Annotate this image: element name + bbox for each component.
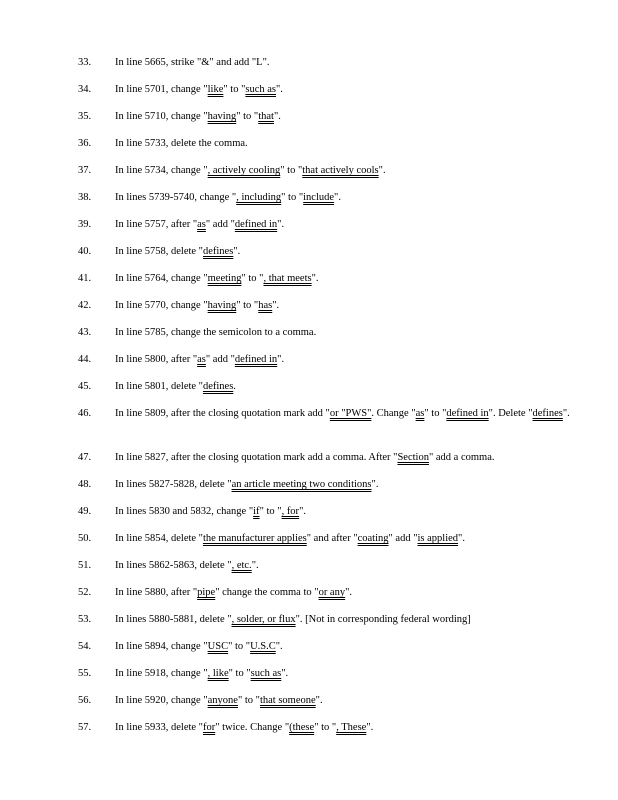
underlined-text: , These xyxy=(336,722,367,733)
item-text xyxy=(115,110,585,124)
underlined-text: , that meets xyxy=(263,273,312,284)
underlined-text: or "PWS" xyxy=(329,408,372,419)
text-segment: In line 5710, change " xyxy=(115,111,208,122)
text-segment: ". xyxy=(315,695,323,706)
item-text xyxy=(115,272,585,286)
underlined-text: , solder, or flux xyxy=(231,614,296,625)
underlined-text: defined in xyxy=(234,219,278,230)
item-number: 56. xyxy=(78,695,92,706)
item-text xyxy=(115,326,585,340)
item-text xyxy=(115,586,585,600)
item-number: 52. xyxy=(78,587,92,598)
text-segment: " to " xyxy=(314,722,337,733)
text-segment: " change the comma to " xyxy=(215,587,319,598)
text-segment: In lines 5880-5881, delete " xyxy=(115,614,232,625)
underlined-text: defined in xyxy=(234,354,278,365)
underlined-text: having xyxy=(207,111,237,122)
underlined-text: pipe xyxy=(197,587,216,598)
underlined-text: defines xyxy=(532,408,563,419)
underlined-text: has xyxy=(258,300,273,311)
text-segment: In line 5894, change " xyxy=(115,641,208,652)
item-text xyxy=(115,137,585,151)
text-segment: In line 5933, delete " xyxy=(115,722,203,733)
text-segment: " add " xyxy=(388,533,418,544)
underlined-text: as xyxy=(197,354,206,365)
item-text xyxy=(115,299,585,313)
text-segment: ". xyxy=(299,506,306,517)
text-segment: In line 5854, delete " xyxy=(115,533,203,544)
item-number: 57. xyxy=(78,722,92,733)
underlined-text: an article meeting two conditions xyxy=(231,479,372,490)
text-segment: In lines 5830 and 5832, change " xyxy=(115,506,254,517)
item-number: 41. xyxy=(78,273,92,284)
text-segment: In line 5770, change " xyxy=(115,300,208,311)
item-number: 50. xyxy=(78,533,92,544)
item-number: 51. xyxy=(78,560,92,571)
text-segment: In line 5918, change " xyxy=(115,668,208,679)
text-segment: " to " xyxy=(424,408,447,419)
text-segment: " twice. Change " xyxy=(215,722,290,733)
item-text xyxy=(115,640,585,654)
text-segment: In line 5800, after " xyxy=(115,354,198,365)
item-number: 40. xyxy=(78,246,92,257)
underlined-text: , including xyxy=(236,192,282,203)
underlined-text: include xyxy=(303,192,335,203)
underlined-text: U.S.C xyxy=(250,641,276,652)
underlined-text: or any xyxy=(318,587,346,598)
underlined-text: coating xyxy=(357,533,389,544)
item-number: 48. xyxy=(78,479,92,490)
item-text xyxy=(115,83,585,97)
text-segment: ". xyxy=(378,165,386,176)
underlined-text: Section xyxy=(397,452,429,463)
underlined-text: , like xyxy=(207,668,229,679)
item-number: 33. xyxy=(78,57,92,68)
item-text xyxy=(115,505,585,519)
item-text xyxy=(115,478,585,492)
underlined-text: defines xyxy=(202,246,234,257)
text-segment: ". xyxy=(281,668,289,679)
text-segment: " add a comma. xyxy=(428,452,495,463)
underlined-text: , etc. xyxy=(231,560,252,571)
text-segment: In lines 5827-5828, delete " xyxy=(115,479,232,490)
underlined-text: is applied xyxy=(417,533,459,544)
text-segment: In line 5734, change " xyxy=(115,165,208,176)
item-text xyxy=(115,218,585,232)
underlined-text: that xyxy=(258,111,274,122)
text-segment: " to " xyxy=(236,300,259,311)
text-segment: In line 5733, delete the comma. xyxy=(115,138,248,149)
item-text xyxy=(115,451,585,465)
text-segment: ". xyxy=(458,533,465,544)
underlined-text: meeting xyxy=(207,273,242,284)
underlined-text: having xyxy=(207,300,237,311)
item-text xyxy=(115,559,585,573)
underlined-text: as xyxy=(415,408,425,419)
text-segment: In line 5665, strike "&" and add "L". xyxy=(115,57,270,68)
item-number: 36. xyxy=(78,138,92,149)
underlined-text: defines xyxy=(202,381,234,392)
text-segment: In line 5764, change " xyxy=(115,273,208,284)
item-number: 38. xyxy=(78,192,92,203)
item-text xyxy=(115,245,585,259)
text-segment: " and after " xyxy=(306,533,358,544)
item-number: 44. xyxy=(78,354,92,365)
item-text xyxy=(115,56,585,70)
text-segment: " to " xyxy=(236,111,259,122)
text-segment: In line 5758, delete " xyxy=(115,246,203,257)
text-segment: . Change " xyxy=(371,408,416,419)
item-number: 34. xyxy=(78,84,92,95)
item-text xyxy=(115,694,585,708)
item-number: 53. xyxy=(78,614,92,625)
text-segment: ". xyxy=(345,587,353,598)
text-segment: " to " xyxy=(241,273,264,284)
item-text xyxy=(115,164,585,178)
underlined-text: anyone xyxy=(207,695,238,706)
text-segment: " to " xyxy=(281,192,304,203)
item-text xyxy=(115,667,585,681)
text-segment: ". xyxy=(277,219,285,230)
text-segment: " to " xyxy=(280,165,303,176)
text-segment: ". xyxy=(272,300,280,311)
item-number: 42. xyxy=(78,300,92,311)
item-number: 49. xyxy=(78,506,92,517)
text-segment: " to " xyxy=(223,84,246,95)
underlined-text: that someone xyxy=(259,695,316,706)
item-number: 46. xyxy=(78,408,92,419)
item-number: 37. xyxy=(78,165,92,176)
underlined-text: defined in xyxy=(446,408,489,419)
text-segment: ". Delete " xyxy=(488,408,533,419)
underlined-text: such as xyxy=(245,84,277,95)
text-segment: " to " xyxy=(237,695,260,706)
item-text xyxy=(115,380,585,394)
text-segment: In line 5757, after " xyxy=(115,219,198,230)
item-number: 35. xyxy=(78,111,92,122)
text-segment: ". xyxy=(275,641,283,652)
item-number: 39. xyxy=(78,219,92,230)
text-segment: In lines 5862-5863, delete " xyxy=(115,560,232,571)
underlined-text: (these xyxy=(289,722,315,733)
item-text xyxy=(115,721,585,735)
text-segment: ". xyxy=(251,560,259,571)
item-text xyxy=(115,191,585,205)
text-segment: In lines 5739-5740, change " xyxy=(115,192,237,203)
text-segment: ". xyxy=(311,273,319,284)
text-segment: ". xyxy=(366,722,374,733)
item-number: 55. xyxy=(78,668,92,679)
text-segment: In line 5880, after " xyxy=(115,587,198,598)
text-segment: In line 5785, change the semicolon to a comma. xyxy=(115,327,317,338)
underlined-text: , actively cooling xyxy=(207,165,281,176)
text-segment: In line 5809, after the closing quotation mark add " xyxy=(115,408,330,419)
text-segment: ". xyxy=(233,246,241,257)
text-segment: " add " xyxy=(205,354,235,365)
text-segment: . xyxy=(233,381,236,392)
item-number: 43. xyxy=(78,327,92,338)
text-segment: ". xyxy=(273,111,281,122)
underlined-text: USC xyxy=(207,641,229,652)
underlined-text: the manufacturer applies xyxy=(202,533,307,544)
text-segment: ". xyxy=(371,479,379,490)
text-segment: ". [Not in corresponding federal wording] xyxy=(295,614,471,625)
text-segment: In line 5827, after the closing quotation mark add a comma. After " xyxy=(115,452,398,463)
text-segment: ". xyxy=(277,354,285,365)
underlined-text: that actively cools xyxy=(302,165,379,176)
item-text xyxy=(115,407,585,421)
text-segment: In line 5701, change " xyxy=(115,84,208,95)
text-segment: In line 5801, delete " xyxy=(115,381,203,392)
underlined-text: as xyxy=(197,219,206,230)
underlined-text: , for xyxy=(281,506,300,517)
text-segment: ". xyxy=(334,192,341,203)
text-segment: " add " xyxy=(205,219,235,230)
item-text xyxy=(115,353,585,367)
item-text xyxy=(115,613,585,627)
underlined-text: such as xyxy=(250,668,282,679)
item-number: 54. xyxy=(78,641,92,652)
underlined-text: like xyxy=(207,84,224,95)
text-segment: " to " xyxy=(228,668,251,679)
underlined-text: for xyxy=(202,722,216,733)
text-segment: " to " xyxy=(228,641,251,652)
item-text xyxy=(115,532,585,546)
text-segment: ". xyxy=(276,84,283,95)
underlined-text: if xyxy=(253,506,260,517)
item-number: 47. xyxy=(78,452,92,463)
text-segment: " to " xyxy=(259,506,282,517)
item-number: 45. xyxy=(78,381,92,392)
text-segment: ". xyxy=(562,408,570,419)
text-segment: In line 5920, change " xyxy=(115,695,208,706)
